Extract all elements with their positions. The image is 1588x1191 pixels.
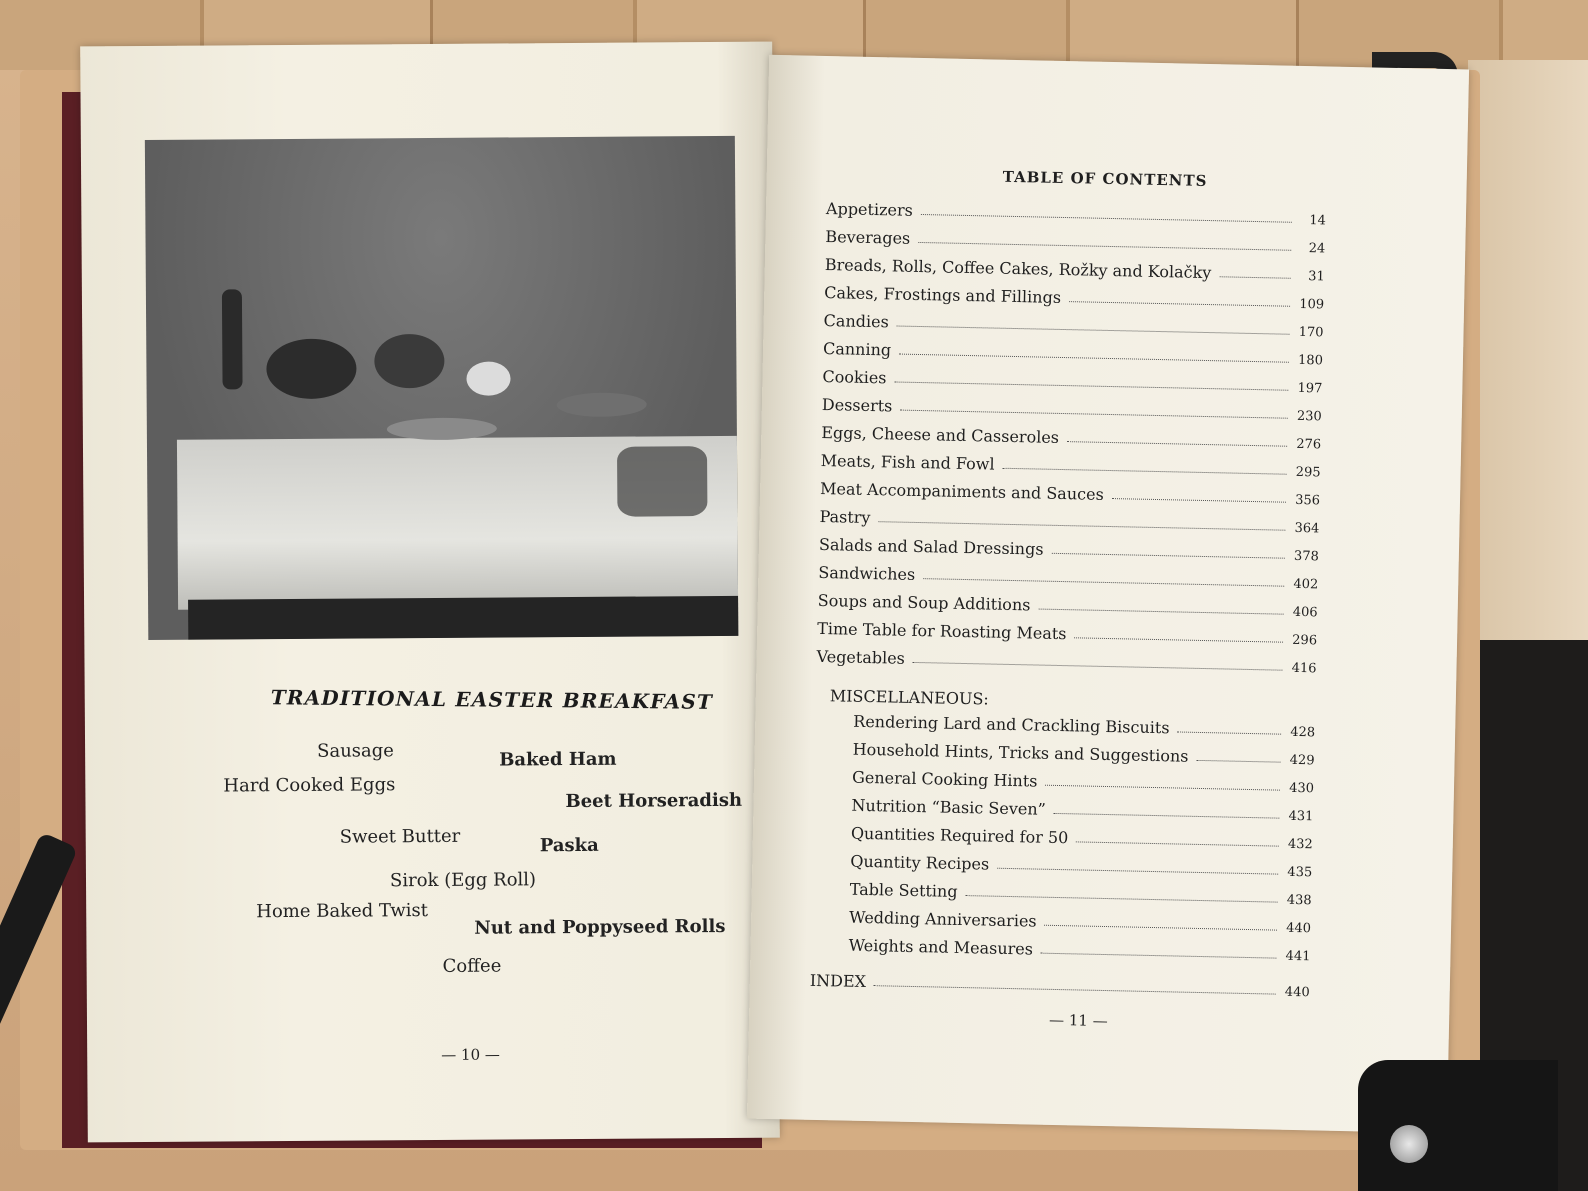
menu-item: Sausage	[317, 740, 394, 762]
toc-sub-entry: Quantities Required for 50 432	[850, 823, 1313, 853]
decanter	[222, 289, 243, 389]
toc-entry: Beverages 24	[825, 227, 1326, 257]
toc-entry: Meat Accompaniments and Sauces 356	[819, 478, 1321, 509]
toc-entry: Meats, Fish and Fowl 295	[820, 450, 1321, 481]
bread-loaf	[266, 339, 356, 400]
toc-sub-entry: Weights and Measures 441	[848, 935, 1311, 965]
menu-item: Hard Cooked Eggs	[223, 774, 396, 797]
menu-item: Beet Horseradish	[565, 789, 743, 813]
cheese-ball	[466, 361, 510, 395]
toc-entry: Appetizers 14	[825, 199, 1327, 229]
misc-heading: MISCELLANEOUS:	[829, 686, 990, 709]
toc-entry: Canning 180	[822, 338, 1324, 369]
toc-entry: Time Table for Roasting Meats 296	[817, 618, 1318, 649]
embroidery	[617, 446, 707, 517]
menu-item: Sweet Butter	[339, 825, 461, 848]
toc-sub-entry: Wedding Anniversaries 440	[848, 907, 1312, 937]
ham	[374, 334, 444, 388]
wall-corner	[1468, 60, 1588, 660]
toc-entry: Sandwiches 402	[818, 562, 1319, 593]
toc-entry: Pastry 364	[819, 506, 1320, 537]
toc-title: TABLE OF CONTENTS	[1002, 167, 1208, 190]
toc-sub-entry: Quantity Recipes 435	[850, 851, 1313, 881]
plate	[557, 392, 647, 417]
toc-entry: Cakes, Frostings and Fillings 109	[824, 282, 1325, 313]
toc-entry: Eggs, Cheese and Casseroles 276	[821, 422, 1322, 453]
page-number: — 10 —	[441, 1045, 500, 1064]
toc-entry: Candies 170	[823, 310, 1324, 341]
toc-entry: Vegetables 416	[816, 646, 1317, 677]
toc-entry: Soups and Soup Additions 406	[817, 590, 1318, 621]
menu-item: Sirok (Egg Roll)	[389, 869, 537, 892]
toc-entry: Salads and Salad Dressings 378	[818, 534, 1319, 565]
toc-sub-entry: Nutrition “Basic Seven” 431	[851, 795, 1314, 825]
menu-item: Paska	[539, 834, 599, 857]
toc-sub-entry: General Cooking Hints 430	[851, 767, 1315, 797]
menu-item: Baked Ham	[499, 748, 617, 771]
toc-entry: Desserts 230	[821, 394, 1322, 425]
page-number: — 11 —	[1048, 1010, 1108, 1031]
screw-icon	[1390, 1125, 1428, 1163]
stand-clamp	[1358, 1060, 1558, 1191]
photo-caption: TRADITIONAL EASTER BREAKFAST	[270, 685, 714, 714]
toc-sub-entry: Household Hints, Tricks and Suggestions 429	[852, 739, 1315, 769]
menu-item: Nut and Poppyseed Rolls	[474, 915, 726, 939]
toc-entry: Cookies 197	[822, 366, 1323, 397]
right-page	[747, 55, 1469, 1133]
menu-item: Coffee	[442, 955, 502, 977]
menu-item: Home Baked Twist	[256, 900, 429, 923]
toc-sub-entry: Table Setting 438	[849, 879, 1312, 909]
toc-entry: Breads, Rolls, Coffee Cakes, Rožky and Kolačky 31	[824, 254, 1325, 285]
toc-index-entry: INDEX 440	[809, 970, 1310, 1001]
toc-sub-entry: Rendering Lard and Crackling Biscuits 428	[853, 711, 1316, 741]
left-page	[80, 42, 780, 1143]
easter-table-photo	[145, 136, 738, 640]
